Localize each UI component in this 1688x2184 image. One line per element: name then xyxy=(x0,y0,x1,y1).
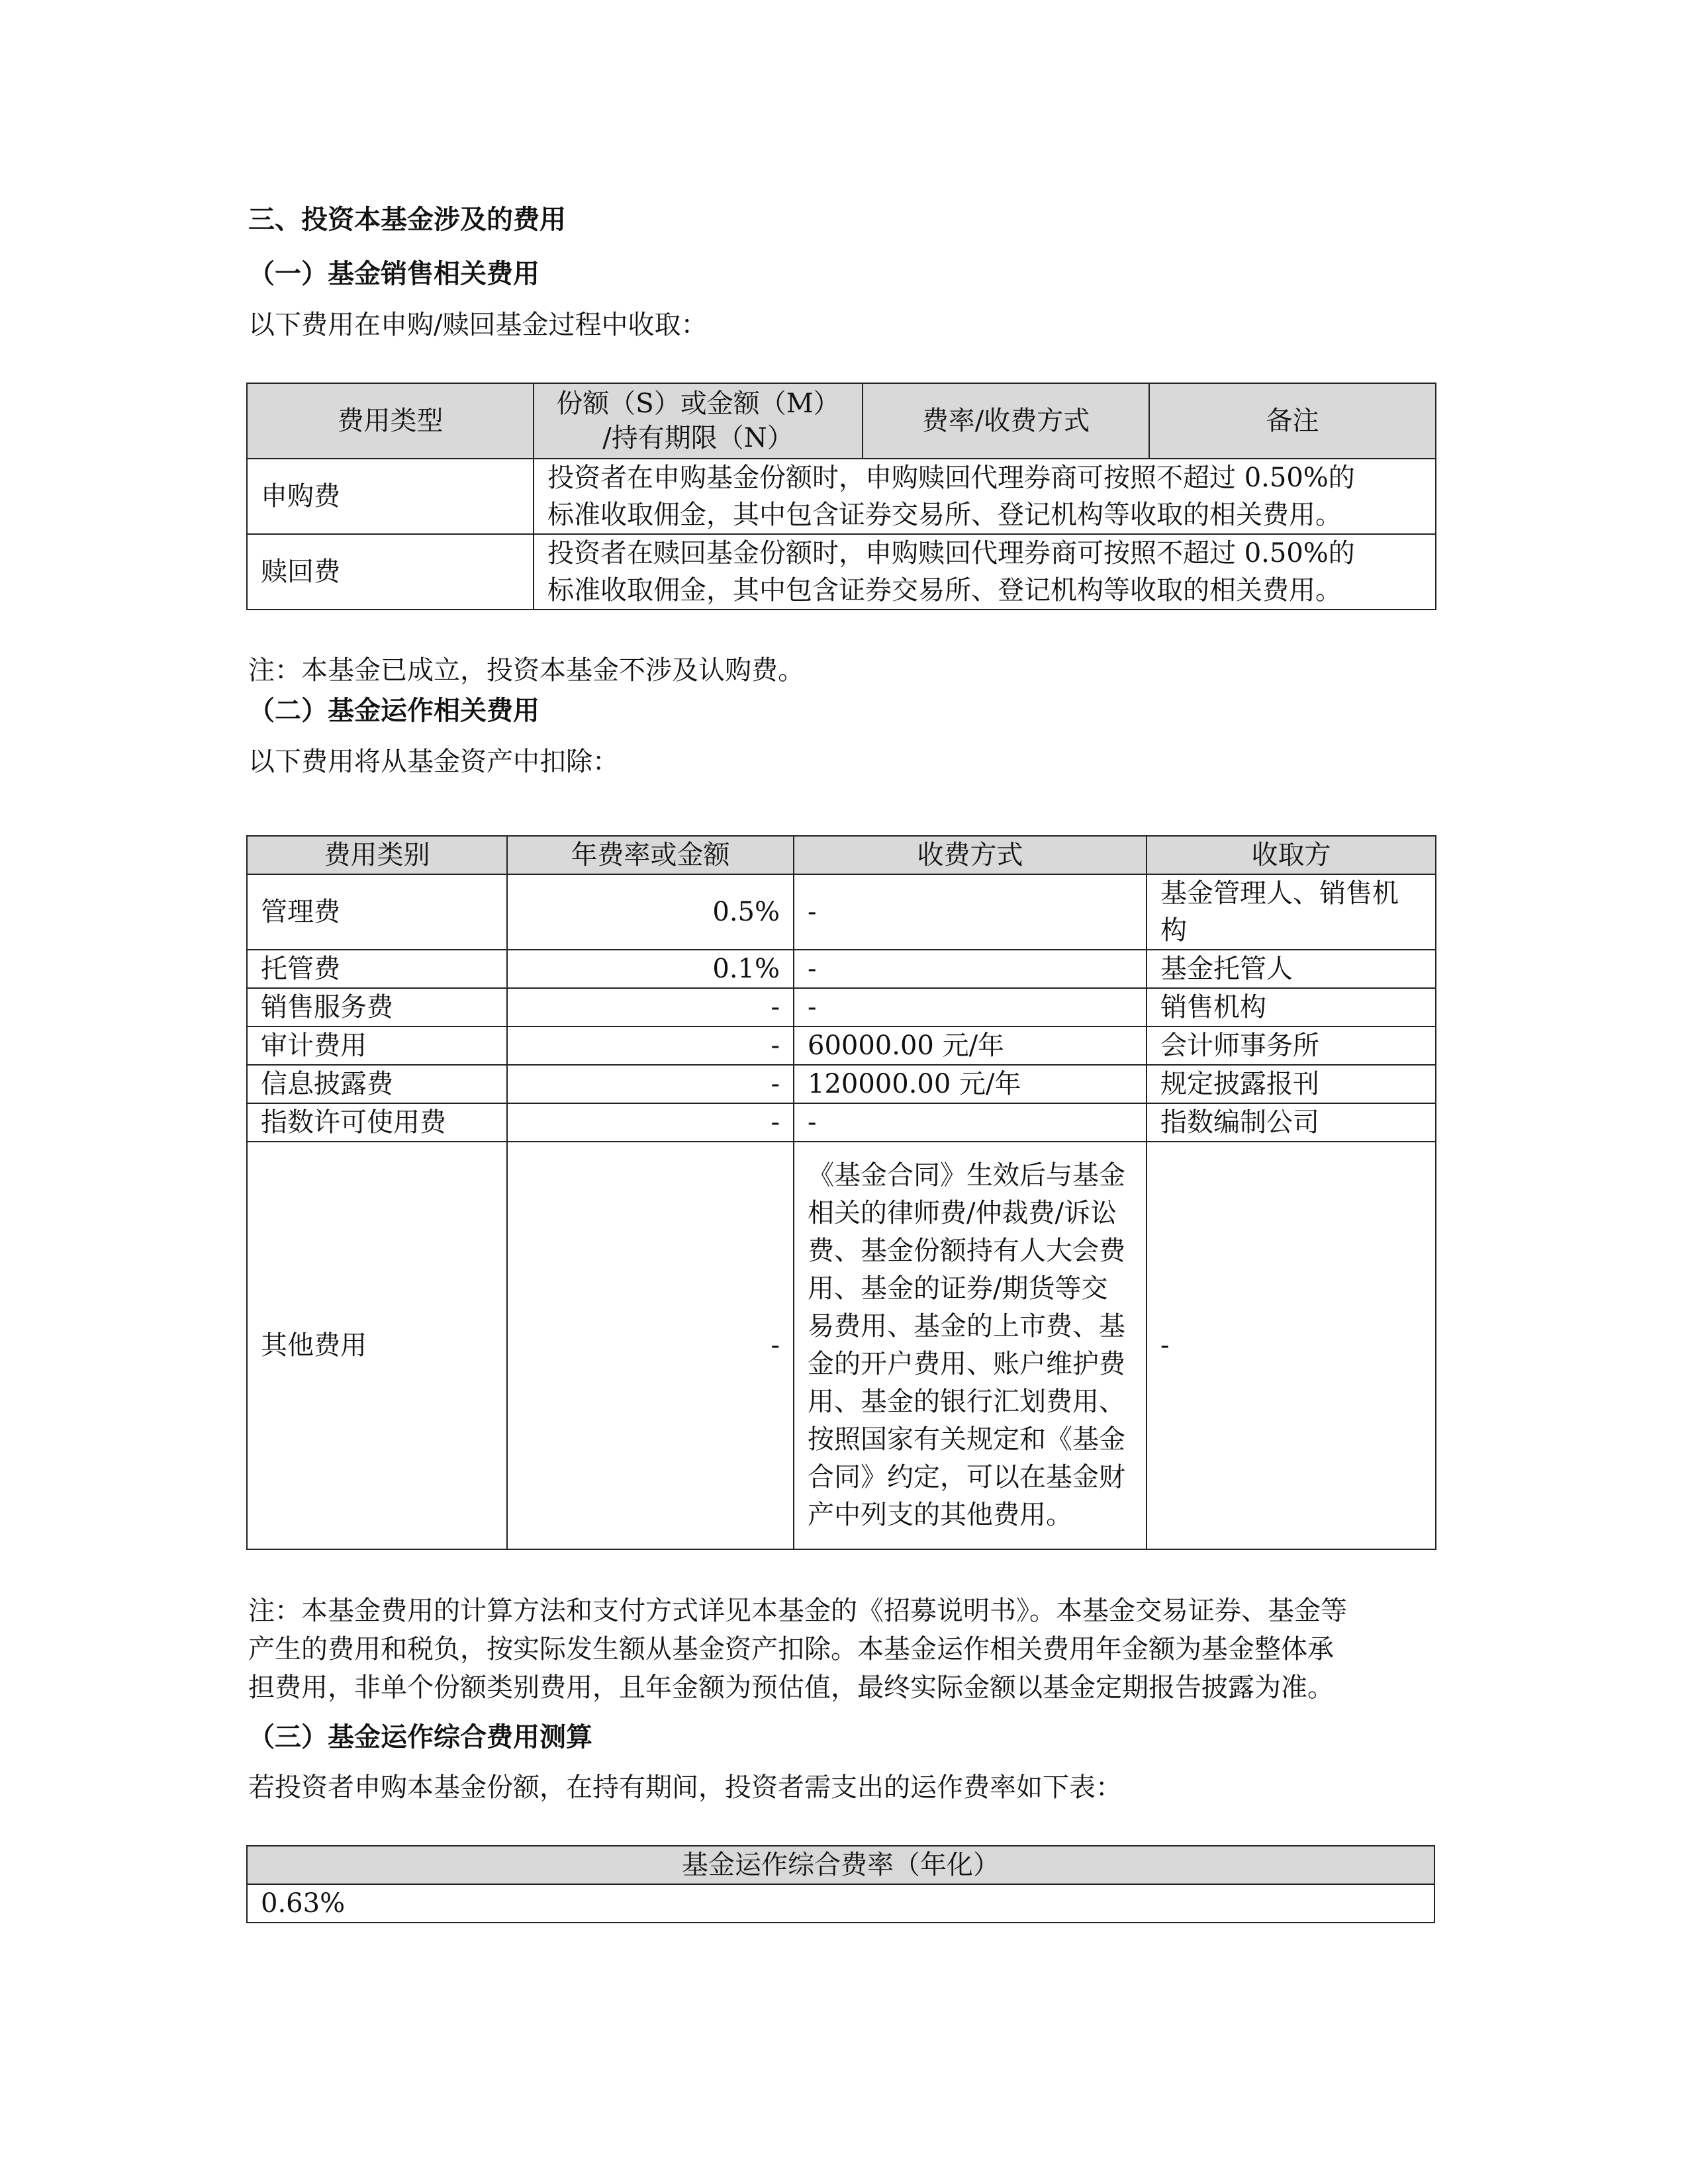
composite-rate-table xyxy=(246,1845,1435,1923)
table-row xyxy=(247,874,1436,950)
recipient-cell: 规定披露报刊 xyxy=(1147,1065,1436,1103)
table-row xyxy=(247,1884,1434,1923)
table-row xyxy=(247,459,1436,534)
table-row xyxy=(247,534,1436,610)
header-fee-type: 费用类型 xyxy=(247,383,534,459)
sub1-intro: 以下费用在申购/赎回基金过程中收取： xyxy=(248,310,708,340)
sub1-title: （一）基金销售相关费用 xyxy=(248,259,539,289)
charge-method-cell: - xyxy=(794,1103,1147,1142)
annual-rate-cell: 0.5% xyxy=(507,874,794,950)
sub2-intro: 以下费用将从基金资产中扣除： xyxy=(248,747,619,777)
recipient-cell: 基金托管人 xyxy=(1147,950,1436,988)
fee-type-cell: 申购费 xyxy=(247,459,534,534)
composite-rate-value: 0.63% xyxy=(247,1884,1434,1923)
charge-method-cell: - xyxy=(794,988,1147,1026)
header-rate-method: 费率/收费方式 xyxy=(863,383,1149,459)
sub3-title: （三）基金运作综合费用测算 xyxy=(248,1722,592,1752)
annual-rate-cell: - xyxy=(507,1065,794,1103)
sub2-note-line2: 产生的费用和税负，按实际发生额从基金资产扣除。本基金运作相关费用年金额为基金整体承 xyxy=(248,1634,1334,1664)
fee-category-cell: 其他费用 xyxy=(247,1142,507,1549)
header-fee-category: 费用类别 xyxy=(247,836,507,874)
fee-detail-line1: 投资者在申购基金份额时，申购赎回代理券商可按照不超过 0.50%的 xyxy=(547,463,1355,493)
fee-category-cell: 指数许可使用费 xyxy=(247,1103,507,1142)
charge-method-cell: 60000.00 元/年 xyxy=(794,1026,1147,1065)
annual-rate-cell: - xyxy=(507,1142,794,1549)
header-amount-line2: /持有期限（N） xyxy=(602,423,794,453)
composite-rate-header: 基金运作综合费率（年化） xyxy=(247,1846,1434,1884)
fee-detail-cell xyxy=(534,534,1436,610)
recipient-cell: 基金管理人、销售机构 xyxy=(1147,874,1436,950)
fee-detail-line2: 标准收取佣金，其中包含证券交易所、登记机构等收取的相关费用。 xyxy=(547,575,1342,606)
header-remarks: 备注 xyxy=(1149,383,1436,459)
recipient-cell: 指数编制公司 xyxy=(1147,1103,1436,1142)
header-amount-line1: 份额（S）或金额（M） xyxy=(556,388,840,419)
recipient-cell: 销售机构 xyxy=(1147,988,1436,1026)
annual-rate-cell: - xyxy=(507,1026,794,1065)
annual-rate-cell: 0.1% xyxy=(507,950,794,988)
charge-method-cell: - xyxy=(794,874,1147,950)
sub2-note-line3: 担费用，非单个份额类别费用，且年金额为预估值，最终实际金额以基金定期报告披露为准。 xyxy=(248,1672,1334,1703)
fee-category-cell: 托管费 xyxy=(247,950,507,988)
table-row xyxy=(247,988,1436,1026)
header-annual-rate: 年费率或金额 xyxy=(507,836,794,874)
fee-type-cell: 赎回费 xyxy=(247,534,534,610)
header-amount-period xyxy=(534,383,863,459)
sub1-note: 注：本基金已成立，投资本基金不涉及认购费。 xyxy=(248,655,804,686)
table-row xyxy=(247,1065,1436,1103)
fee-category-cell: 审计费用 xyxy=(247,1026,507,1065)
operation-fee-table xyxy=(246,835,1436,1550)
recipient-cell: 会计师事务所 xyxy=(1147,1026,1436,1065)
fee-category-cell: 销售服务费 xyxy=(247,988,507,1026)
operation-fee-header-row xyxy=(247,836,1436,874)
section-title: 三、投资本基金涉及的费用 xyxy=(248,205,566,235)
charge-method-cell: 120000.00 元/年 xyxy=(794,1065,1147,1103)
table-row xyxy=(247,1103,1436,1142)
sales-fee-table xyxy=(246,383,1436,610)
fee-detail-cell xyxy=(534,459,1436,534)
table-row xyxy=(247,1026,1436,1065)
header-recipient: 收取方 xyxy=(1147,836,1436,874)
charge-method-cell: - xyxy=(794,950,1147,988)
sub2-title: （二）基金运作相关费用 xyxy=(248,696,539,726)
composite-rate-header-row xyxy=(247,1846,1434,1884)
recipient-cell: - xyxy=(1147,1142,1436,1549)
sub3-intro: 若投资者申购本基金份额，在持有期间，投资者需支出的运作费率如下表： xyxy=(248,1772,1122,1803)
fee-detail-line1: 投资者在赎回基金份额时，申购赎回代理券商可按照不超过 0.50%的 xyxy=(547,538,1355,569)
sales-fee-header-row xyxy=(247,383,1436,459)
charge-method-cell: 《基金合同》生效后与基金相关的律师费/仲裁费/诉讼费、基金份额持有人大会费用、基金的证券/期货等交易费用、基金的上市费、基金的开户费用、账户维护费用、基金的银行汇划费用、按照国家有关规定和《基金合同》约定，可以在基金财产中列支的其他费用。 xyxy=(794,1142,1147,1549)
table-row xyxy=(247,1142,1436,1549)
fee-detail-line2: 标准收取佣金，其中包含证券交易所、登记机构等收取的相关费用。 xyxy=(547,500,1342,530)
table-row xyxy=(247,950,1436,988)
annual-rate-cell: - xyxy=(507,988,794,1026)
fee-category-cell: 管理费 xyxy=(247,874,507,950)
header-charge-method: 收费方式 xyxy=(794,836,1147,874)
sub2-note-line1: 注：本基金费用的计算方法和支付方式详见本基金的《招募说明书》。本基金交易证券、基金等 xyxy=(248,1596,1347,1626)
fee-category-cell: 信息披露费 xyxy=(247,1065,507,1103)
annual-rate-cell: - xyxy=(507,1103,794,1142)
